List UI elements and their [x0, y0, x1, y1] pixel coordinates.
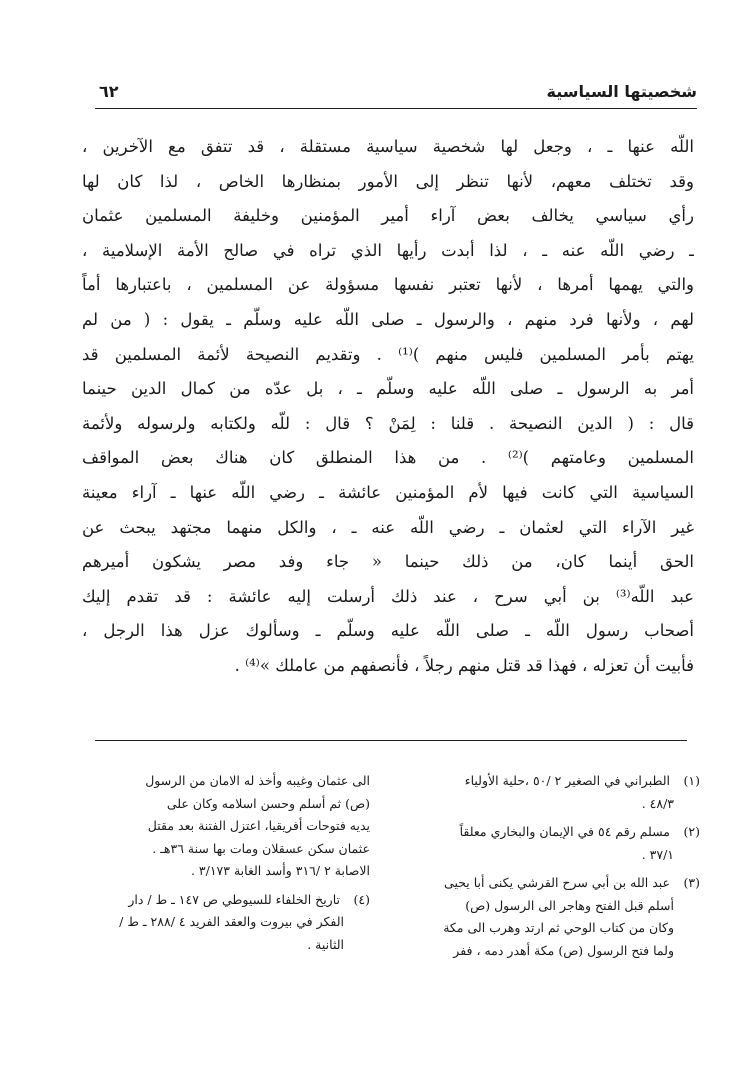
body-line: عبد اللّه⁽³⁾ بن أبي سرح ، عند ذلك أرسلت إليه عائشة : قد تقدم إليك [82, 586, 694, 606]
footnote-line: ٤٨/٣ . [641, 795, 674, 811]
footnote-number: (٤) [353, 891, 370, 907]
footnote-line: عثمان سكن عسقلان ومات بها سنة ٣٦هـ . [152, 840, 370, 856]
body-line: قال : ( الدين النصيحة . قلنا : لِمَنْ ؟ قال : للّه ولكتابه ولرسوله ولأئمة [82, 413, 694, 433]
body-line: فأبيت أن تعزله ، فهذا قد قتل منهم رجلاً ، فأنصفهم من عاملك »⁽⁴⁾ . [234, 655, 694, 675]
footnote-4 [70, 889, 370, 957]
page-number: ٦٢ [99, 82, 119, 101]
footnote-line: ٣٧/١ . [641, 846, 674, 862]
footnote-line: يديه فتوحات أفريقيا، اعتزل الفتنة بعد مقتل [147, 818, 370, 833]
footnote-line: (ص) ثم أسلم وحسن اسلامه وكان على [166, 795, 370, 811]
footnote-3 [400, 872, 700, 962]
footnote-line [70, 889, 370, 912]
body-line: أمر به الرسول ـ صلى اللّه عليه وسلّم ـ ، بل عدّه من كمال الدين حينما [82, 379, 694, 399]
footnote-number: (٢) [683, 824, 700, 839]
body-line: والتي يهمها أمرها ، لأنها تعتبر نفسها مسؤولة عن المسلمين ، باعتبارها أماً [82, 275, 694, 295]
footnotes-right-column [400, 770, 700, 968]
body-line: غير الآراء التي لعثمان ـ رضي اللّه عنه ـ ، والكل منهما مجتهد يبحث عن [82, 517, 694, 537]
footnote-text: عبد الله بن أبي سرح القرشي يكنى أبا يحيى [444, 875, 671, 890]
footnote-line: الى عثمان وغيبه وأخذ له الامان من الرسول [145, 773, 370, 788]
body-line: يهتم بأمر المسلمين فليس منهم )⁽¹⁾ . وتقديم النصيحة لأئمة المسلمين قد [82, 344, 694, 364]
footnote-number: (١) [683, 773, 700, 788]
footnote-line: ولما فتح الرسول (ص) مكة أهدر دمه ، ففر [453, 942, 674, 958]
footnote-line: وكان من كتاب الوحي ثم ارتد وهرب الى مكة [443, 920, 674, 935]
footnote-line [400, 872, 700, 895]
body-text [82, 130, 694, 684]
footnote-line: الفكر في بيروت والعقد الفريد ٤ /٢٨٨ ـ ط / [119, 914, 344, 929]
footnote-line: الاصابة ٢ /٣١٦ وأسد الغابة ٣/١٧٣ . [190, 863, 370, 878]
running-title: شخصيتها السياسية [546, 82, 697, 101]
footnote-3-continued [70, 770, 370, 883]
body-line: اللّه عنها ـ ، وجعل لها شخصية سياسية مستقلة ، قد تتفق مع الآخرين ، [82, 137, 694, 156]
body-line: وقد تختلف معهم، لأنها تنظر إلى الأمور بمنظارها الخاص ، لذا كان لها [82, 171, 694, 191]
body-line: رأي سياسي يخالف بعض آراء أمير المؤمنين وخليفة المسلمين عثمان [82, 206, 694, 226]
body-line: الحق أينما كان، من ذلك حينما « جاء وفد مصر يشكون أميرهم [82, 552, 694, 572]
body-line: ـ رضي اللّه عنه ـ ، لذا أبدت رأيها الذي تراه في صالح الأمة الإسلامية ، [82, 240, 694, 260]
footnote-number: (٣) [683, 875, 700, 890]
footnote-text: الطبراني في الصغير ٢ /٥٠ ،حلية الأولياء [464, 773, 671, 788]
body-line: لهم ، ولأنها فرد منهم ، والرسول ـ صلى اللّه عليه وسلّم ـ يقول : ( من لم [82, 309, 694, 329]
footnotes-left-column [70, 770, 370, 968]
footnote-line [400, 821, 700, 844]
footnote-line: الثانية . [307, 936, 344, 952]
body-line: أصحاب رسول اللّه ـ صلى اللّه عليه وسلّم ـ وسألوك عزل هذا الرجل ، [82, 621, 694, 641]
footnote-2 [400, 821, 700, 866]
body-line: المسلمين وعامتهم )⁽²⁾ . من هذا المنطلق كان هناك بعض المواقف [82, 448, 694, 468]
footnote-1 [400, 770, 700, 815]
footnotes [70, 770, 700, 968]
body-line: السياسية التي كانت فيها لأم المؤمنين عائشة ـ رضي اللّه عنها ـ آراء معينة [82, 482, 694, 502]
page-header [95, 82, 697, 109]
footnote-text: مسلم رقم ٥٤ في الإيمان والبخاري معلقاً [459, 824, 671, 839]
footnote-text: تاريخ الخلفاء للسيوطي ص ١٤٧ ـ ط / دار [128, 891, 341, 907]
footnote-line [400, 770, 700, 793]
footnote-divider [95, 740, 687, 741]
footnote-line: أسلم قبل الفتح وهاجر الى الرسول (ص) [465, 897, 674, 913]
